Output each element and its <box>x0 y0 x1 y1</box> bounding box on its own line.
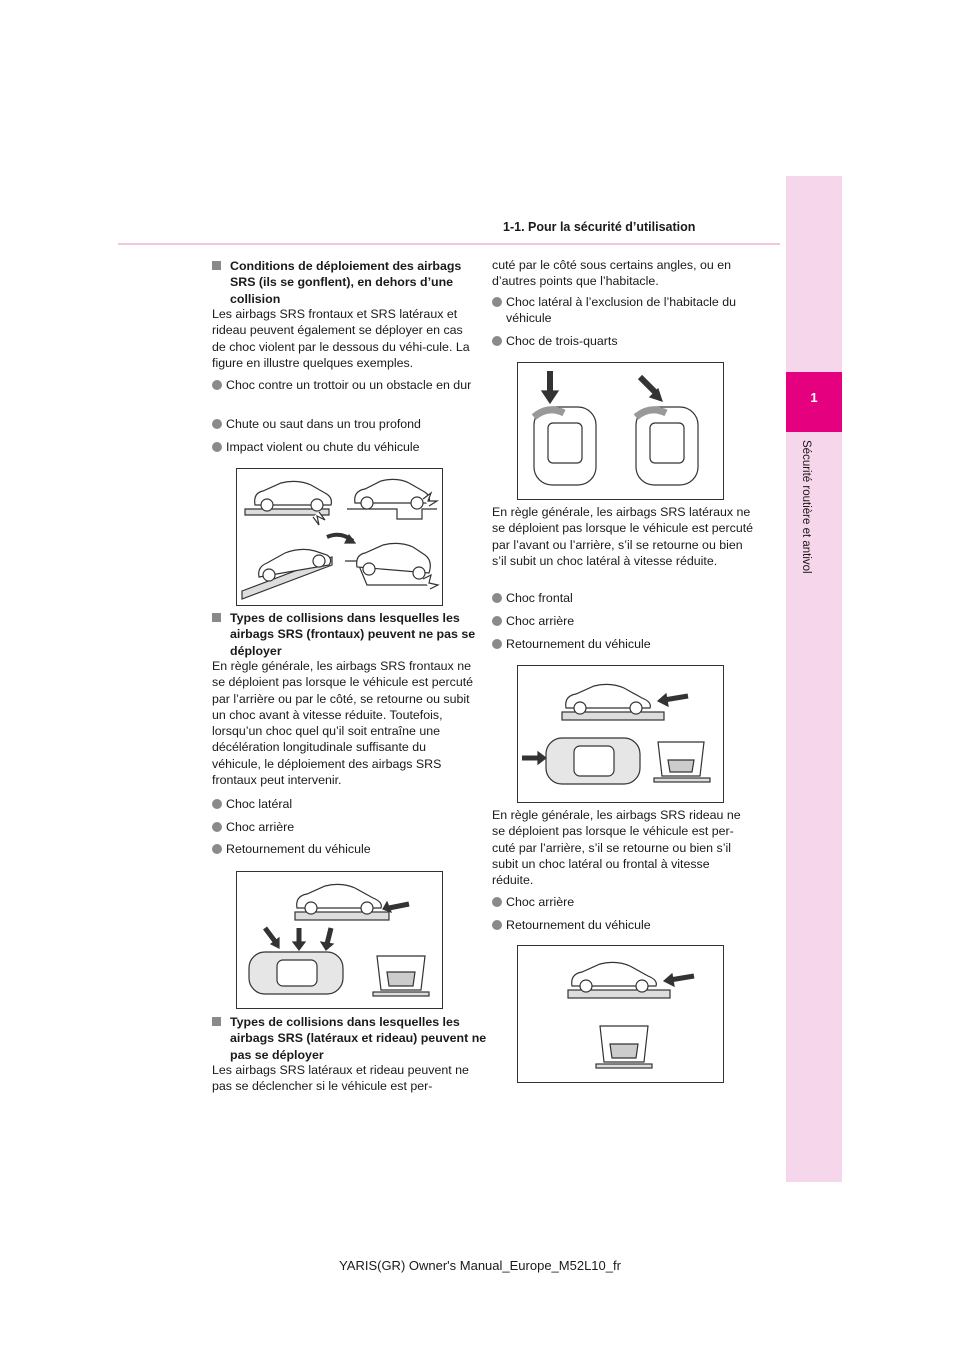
chapter-number: 1 <box>810 390 818 405</box>
heading-text: Types de collisions dans lesquelles les airbags SRS (frontaux) peuvent ne pas se déployer <box>230 611 476 658</box>
chapter-side-tab <box>786 176 842 1182</box>
heading-text: Conditions de déploiement des airbags SRS (ils se gonflent), en dehors d’une collision <box>230 259 462 306</box>
frontal-exceptions-illustration <box>237 872 442 1008</box>
figure-oblique-impact <box>517 362 724 500</box>
bullet-icon <box>492 616 502 626</box>
list-item: Choc latéral <box>212 796 484 812</box>
list-item: Chute ou saut dans un trou profond <box>212 416 484 432</box>
curtain-exceptions-illustration <box>518 946 723 1082</box>
list-item: Retournement du véhicule <box>492 917 764 933</box>
heading-text: Types de collisions dans lesquelles les airbags SRS (latéraux et rideau) peuvent ne pas se déployer <box>230 1015 487 1062</box>
header-rule <box>118 243 780 245</box>
figure-frontal-exceptions <box>236 871 443 1009</box>
list-item: Choc arrière <box>492 894 764 910</box>
paragraph: En règle générale, les airbags SRS latéraux ne se déploient pas lorsque le véhicule est percuté par l’avant ou l’arrière, s’il se retourne ou bien s’il subit un choc latéral à vitesse réduite. <box>492 505 754 568</box>
list-item: Choc contre un trottoir ou un obstacle en dur <box>212 377 484 393</box>
bullet-icon <box>492 897 502 907</box>
heading-deployment-conditions <box>212 258 488 307</box>
square-bullet-icon <box>212 1017 221 1026</box>
list-item: Retournement du véhicule <box>212 841 484 857</box>
square-bullet-icon <box>212 261 221 270</box>
list-item: Choc arrière <box>212 819 484 835</box>
paragraph: cuté par le côté sous certains angles, ou en d’autres points que l’habitacle. <box>492 258 732 289</box>
bullet-icon <box>492 297 502 307</box>
figure-undercarriage-impacts <box>236 468 443 606</box>
list-item: Choc arrière <box>492 613 764 629</box>
bullet-icon <box>212 822 222 832</box>
oblique-impact-illustration <box>518 363 723 499</box>
figure-side-exceptions <box>517 665 724 803</box>
heading-frontal-non-deployment <box>212 610 488 659</box>
bullet-icon <box>492 920 502 930</box>
bullet-icon <box>492 639 502 649</box>
list-item: Choc frontal <box>492 590 764 606</box>
undercarriage-impacts-illustration <box>237 469 442 605</box>
heading-side-curtain-non-deployment <box>212 1014 488 1063</box>
side-exceptions-illustration <box>518 666 723 802</box>
section-title: 1-1. Pour la sécurité d’utilisation <box>503 220 696 234</box>
list-item: Retournement du véhicule <box>492 636 764 652</box>
chapter-label: Sécurité routière et antivol <box>800 440 812 574</box>
paragraph: En règle générale, les airbags SRS rideau ne se déploient pas lorsque le véhicule est per-cuté par l’arrière, s’il se retourne ou bien s’il subit un choc latéral ou frontal à vitesse réduite. <box>492 808 741 888</box>
bullet-icon <box>212 380 222 390</box>
paragraph: En règle générale, les airbags SRS frontaux ne se déploient pas lorsque le véhicule est percuté par l’arrière ou par le côté, se retourne ou subit un choc avant à vitesse réduite. Toutefois, lorsqu’un choc quel qu’il soit entraîne une décélération longitudinale suffisante du véhicule, le déploiement des airbags SRS frontaux peut intervenir. <box>212 659 474 788</box>
paragraph: Les airbags SRS frontaux et SRS latéraux et rideau peuvent également se déployer en cas de choc violent par le dessous du véhi-cule. La figure en illustre quelques exemples. <box>212 307 470 370</box>
footer-manual-id: YARIS(GR) Owner's Manual_Europe_M52L10_fr <box>339 1258 621 1273</box>
bullet-icon <box>212 799 222 809</box>
bullet-icon <box>492 593 502 603</box>
bullet-icon <box>212 419 222 429</box>
bullet-icon <box>212 442 222 452</box>
bullet-icon <box>492 336 502 346</box>
list-item: Choc latéral à l’exclusion de l’habitacle du véhicule <box>492 294 764 327</box>
list-item: Choc de trois-quarts <box>492 333 764 349</box>
paragraph: Les airbags SRS latéraux et rideau peuvent ne pas se déclencher si le véhicule est per- <box>212 1063 469 1094</box>
list-item: Impact violent ou chute du véhicule <box>212 439 484 455</box>
square-bullet-icon <box>212 613 221 622</box>
figure-curtain-exceptions <box>517 945 724 1083</box>
bullet-icon <box>212 844 222 854</box>
